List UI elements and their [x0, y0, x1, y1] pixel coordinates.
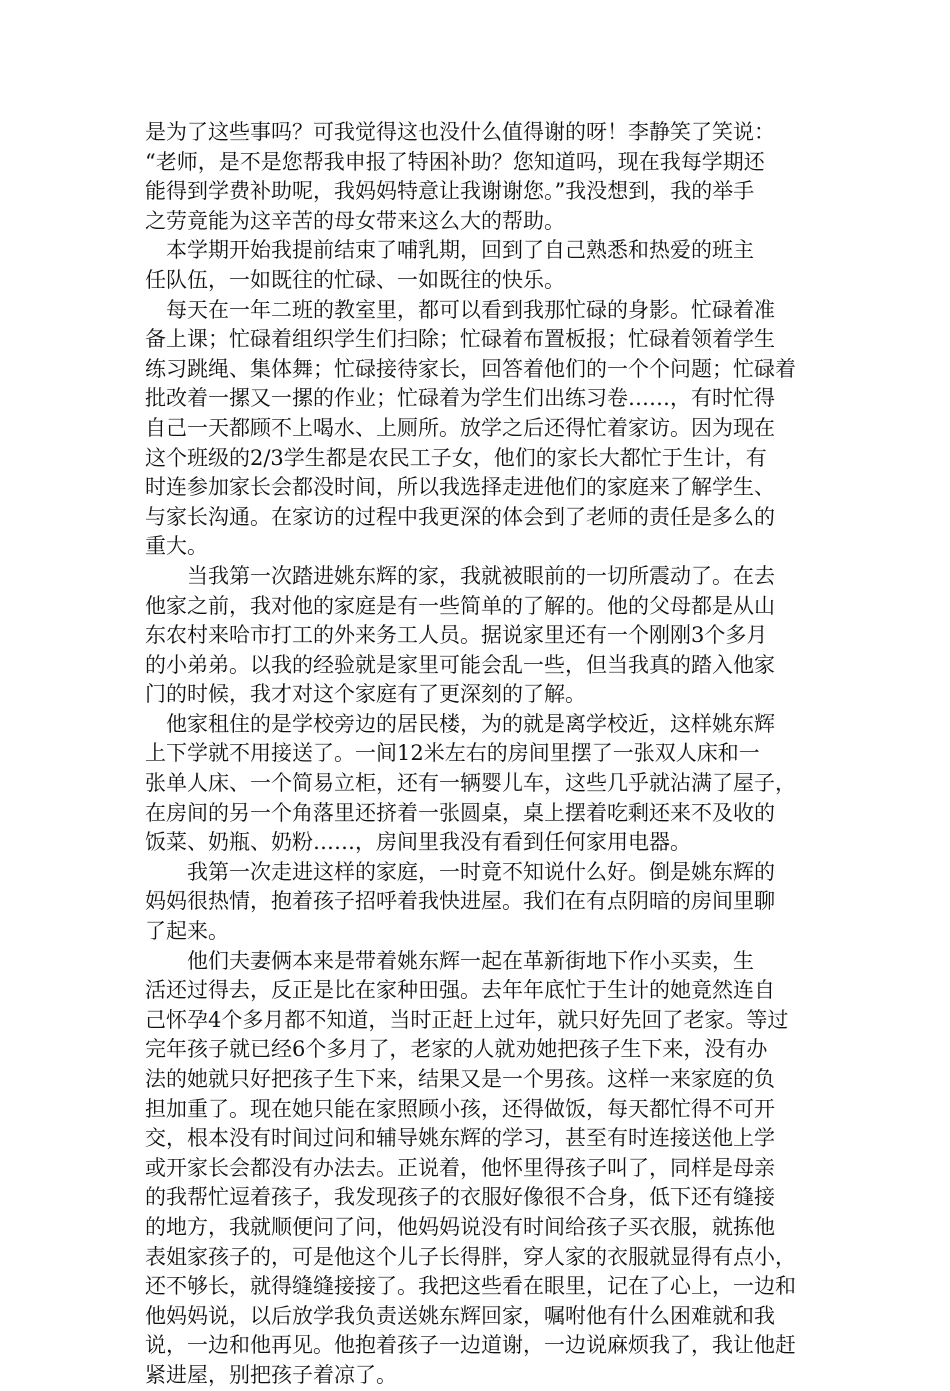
text-line: 任队伍，一如既往的忙碌、一如既往的快乐。 — [145, 267, 565, 292]
text-line: 练习跳绳、集体舞；忙碌接待家长，回答着他们的一个个问题；忙碌着 — [145, 356, 796, 381]
text-line: 完年孩子就已经6个多月了，老家的人就劝她把孩子生下来，没有办 — [145, 1037, 768, 1062]
text-line: 这个班级的2/3学生都是农民工子女，他们的家长大都忙于生计，有 — [145, 445, 767, 470]
text-line: 备上课；忙碌着组织学生们扫除；忙碌着布置板报；忙碌着领着学生 — [145, 327, 775, 352]
paragraph — [145, 118, 809, 236]
text-line: 时连参加家长会都没时间，所以我选择走进他们的家庭来了解学生、 — [145, 475, 775, 500]
paragraph — [145, 947, 809, 1391]
text-line: 己怀孕4个多月都不知道，当时正赶上过年，就只好先回了老家。等过 — [145, 1007, 789, 1032]
text-line: 交，根本没有时间过问和辅导姚东辉的学习，甚至有时连接送他上学 — [145, 1126, 775, 1151]
text-line: 的我帮忙逗着孩子，我发现孩子的衣服好像很不合身，低下还有缝接 — [145, 1185, 775, 1210]
text-line: 饭菜、奶瓶、奶粉……，房间里我没有看到任何家用电器。 — [145, 830, 691, 855]
text-line: 东农村来哈市打工的外来务工人员。据说家里还有一个刚刚3个多月 — [145, 623, 768, 648]
text-line: 是为了这些事吗？可我觉得这也没什么值得谢的呀！李静笑了笑说： — [145, 120, 775, 144]
body-text — [145, 118, 809, 1391]
text-line: 或开家长会都没有办法去。正说着，他怀里得孩子叫了，同样是母亲 — [145, 1155, 775, 1180]
text-line: 我第一次走进这样的家庭，一时竟不知说什么好。倒是姚东辉的 — [145, 859, 775, 884]
text-line: 说，一边和他再见。他抱着孩子一边道谢，一边说麻烦我了，我让他赶 — [145, 1333, 796, 1358]
text-line: 能得到学费补助呢，我妈妈特意让我谢谢您。”我没想到，我的举手 — [145, 179, 755, 204]
text-line: 活还过得去，反正是比在家种田强。去年年底忙于生计的她竟然连自 — [145, 978, 775, 1003]
text-line: 在房间的另一个角落里还挤着一张圆桌，桌上摆着吃剩还来不及收的 — [145, 800, 775, 825]
text-line: 上下学就不用接送了。一间12米左右的房间里摆了一张双人床和一 — [145, 741, 760, 766]
text-line: 了起来。 — [145, 919, 229, 944]
paragraph — [145, 562, 809, 710]
text-line: 紧进屋，别把孩子着凉了。 — [145, 1362, 397, 1387]
text-line: 他们夫妻俩本来是带着姚东辉一起在革新街地下作小买卖，生 — [145, 948, 754, 973]
text-line: 还不够长，就得缝缝接接了。我把这些看在眼里，记在了心上，一边和 — [145, 1274, 796, 1299]
paragraph — [145, 858, 809, 947]
text-line: 自己一天都顾不上喝水、上厕所。放学之后还得忙着家访。因为现在 — [145, 415, 775, 440]
text-line: 妈妈很热情，抱着孩子招呼着我快进屋。我们在有点阴暗的房间里聊 — [145, 889, 775, 914]
text-line: 批改着一摞又一摞的作业；忙碌着为学生们出练习卷……，有时忙得 — [145, 386, 775, 411]
text-line: 他家之前，我对他的家庭是有一些简单的了解的。他的父母都是从山 — [145, 593, 775, 618]
text-line: 门的时候，我才对这个家庭有了更深刻的了解。 — [145, 682, 586, 707]
text-line: 重大。 — [145, 534, 208, 559]
text-line: 张单人床、一个简易立柜，还有一辆婴儿车，这些几乎就沾满了屋子， — [145, 771, 796, 796]
text-line: 本学期开始我提前结束了哺乳期，回到了自己熟悉和热爱的班主 — [145, 238, 754, 263]
text-line: 当我第一次踏进姚东辉的家，我就被眼前的一切所震动了。在去 — [145, 563, 775, 588]
text-line: 担加重了。现在她只能在家照顾小孩，还得做饭，每天都忙得不可开 — [145, 1096, 775, 1121]
text-line: 他家租住的是学校旁边的居民楼，为的就是离学校近，这样姚东辉 — [145, 711, 775, 736]
paragraph — [145, 296, 809, 562]
text-line: 与家长沟通。在家访的过程中我更深的体会到了老师的责任是多么的 — [145, 504, 775, 529]
text-line: 表姐家孩子的，可是他这个儿子长得胖，穿人家的衣服就显得有点小， — [145, 1244, 796, 1269]
text-line: 之劳竟能为这辛苦的母女带来这么大的帮助。 — [145, 208, 565, 233]
text-line: 法的她就只好把孩子生下来，结果又是一个男孩。这样一来家庭的负 — [145, 1067, 775, 1091]
text-line: 每天在一年二班的教室里，都可以看到我那忙碌的身影。忙碌着准 — [145, 297, 775, 322]
paragraph — [145, 236, 809, 295]
paragraph — [145, 710, 809, 858]
text-line: 的地方，我就顺便问了问，他妈妈说没有时间给孩子买衣服，就拣他 — [145, 1214, 775, 1239]
text-line: “老师，是不是您帮我申报了特困补助？您知道吗，现在我每学期还 — [145, 149, 765, 174]
text-line: 他妈妈说，以后放学我负责送姚东辉回家，嘱咐他有什么困难就和我 — [145, 1303, 775, 1328]
text-line: 的小弟弟。以我的经验就是家里可能会乱一些，但当我真的踏入他家 — [145, 652, 775, 677]
